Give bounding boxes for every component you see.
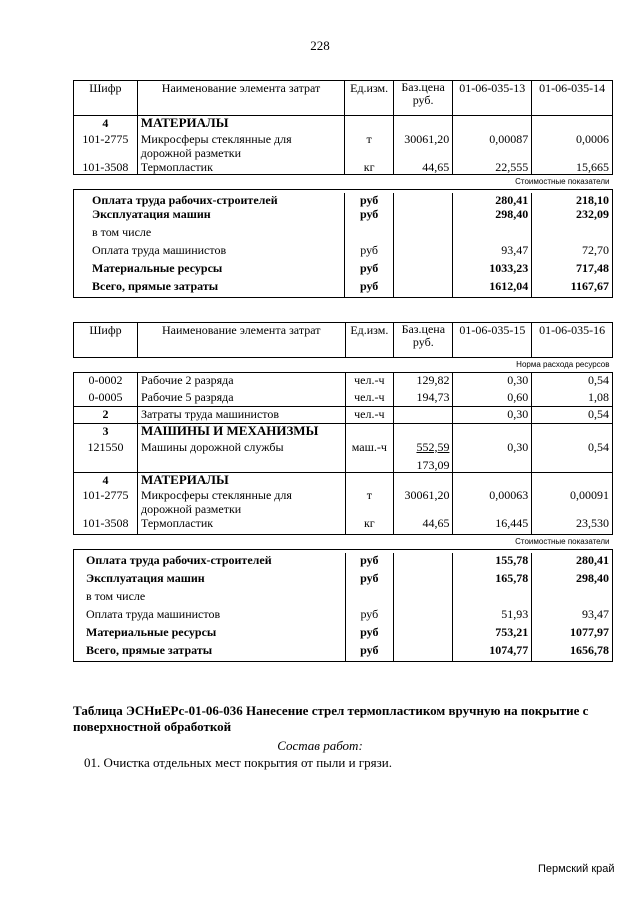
table-row [74,440,613,458]
table-row [74,472,613,488]
row-code: 101-2775 [74,488,138,502]
summary-value-1: 1033,23 [453,261,532,279]
summary-name: Оплата труда машинистов [74,607,346,625]
summary-row [74,193,613,207]
row-price: 44,65 [394,516,453,534]
row-value-1: 16,445 [453,516,532,534]
row-unit: чел.-ч [345,407,394,424]
row-code: 101-2775 [74,132,138,146]
summary-name: Материальные ресурсы [74,625,346,643]
summary-value-2: 1656,78 [532,643,613,661]
row-unit: кг [345,516,394,534]
summary-row [74,243,613,261]
header-col5: 01-06-035-13 [453,81,532,116]
row-code: 101-3508 [74,160,138,175]
row-code: 0-0005 [74,390,138,407]
row-name: Термопластик [137,160,345,175]
summary-value-2: 93,47 [532,607,613,625]
summary-value-2: 218,10 [532,193,613,207]
row-price: 44,65 [393,160,452,175]
summary-value-1: 1074,77 [453,643,532,661]
table-row [74,516,613,534]
row-name: МАТЕРИАЛЫ [137,116,345,132]
row-value-2: 0,54 [532,407,613,424]
header-base-price: Баз.цена руб. [394,323,453,358]
row-code: 0-0002 [74,373,138,390]
header-name: Наименование элемента затрат [137,323,345,358]
work-composition-title: Состав работ: [277,738,363,753]
row-price-secondary: 173,09 [394,458,453,473]
table-row [74,458,613,473]
row-name: МАТЕРИАЛЫ [137,472,345,488]
summary-value-2: 298,40 [532,571,613,589]
row-code: 4 [74,472,138,488]
row-name: Термопластик [137,516,345,534]
summary-value-2: 72,70 [532,243,613,261]
table-row [74,146,613,160]
row-value-1: 0,30 [453,440,532,458]
row-name: Микросферы стеклянные для [137,132,345,146]
row-unit: кг [345,160,394,175]
row-code: 2 [74,407,138,424]
table-row [74,502,613,516]
row-value-2: 15,665 [532,160,613,175]
header-unit: Ед.изм. [345,81,394,116]
summary-value-1: 753,21 [453,625,532,643]
row-name: дорожной разметки [137,146,345,160]
summary-name: Всего, прямые затраты [74,279,345,297]
summary-row [74,571,613,589]
summary-row [74,589,613,607]
summary-name: Оплата труда рабочих-строителей [74,193,345,207]
header-shifr: Шифр [74,323,138,358]
summary-unit: руб [345,607,394,625]
row-value-2: 1,08 [532,390,613,407]
table-header [74,323,613,358]
table-header [74,81,613,116]
summary-name: Эксплуатация машин [74,571,346,589]
row-name: Рабочие 2 разряда [137,373,345,390]
summary-name: в том числе [74,225,345,243]
summary-value-1: 280,41 [453,193,532,207]
row-value-1: 0,30 [453,373,532,390]
row-unit: т [345,488,394,502]
row-price: 552,59 [394,440,453,458]
page-number: 228 [310,38,330,53]
summary-value-2: 232,09 [532,207,613,225]
summary-unit: руб [345,643,394,661]
row-value-1: 0,30 [453,407,532,424]
header-col5: 01-06-035-15 [453,323,532,358]
summary-row [74,207,613,225]
header-col6: 01-06-035-14 [532,81,613,116]
cost-table-2 [73,322,613,662]
summary-row [74,225,613,243]
summary-value-1: 155,78 [453,553,532,571]
table-row [74,132,613,146]
row-code: 121550 [74,440,138,458]
table-subhead [74,174,613,189]
row-unit: маш.-ч [345,440,394,458]
table-row [74,116,613,132]
table-subhead [74,358,613,373]
summary-value-1: 298,40 [453,207,532,225]
summary-value-1: 165,78 [453,571,532,589]
summary-row [74,553,613,571]
row-value-2: 23,530 [532,516,613,534]
row-value-1: 0,00087 [453,132,532,146]
summary-value-2: 280,41 [532,553,613,571]
row-unit: т [345,132,394,146]
summary-unit: руб [345,279,394,297]
summary-name: Эксплуатация машин [74,207,345,225]
summary-value-2: 717,48 [532,261,613,279]
header-base-price: Баз.цена руб. [393,81,452,116]
row-value-1: 0,00063 [453,488,532,502]
table-row [74,488,613,502]
table-row [74,373,613,390]
cost-table-1 [73,80,613,298]
table-subhead [74,534,613,549]
summary-value-1: 93,47 [453,243,532,261]
row-price: 30061,20 [394,488,453,502]
row-name: Затраты труда машинистов [137,407,345,424]
header-col6: 01-06-035-16 [532,323,613,358]
row-value-1: 0,60 [453,390,532,407]
row-name: Рабочие 5 разряда [137,390,345,407]
summary-name: Всего, прямые затраты [74,643,346,661]
subhead-cost: Стоимостные показатели [74,174,613,189]
header-name: Наименование элемента затрат [137,81,345,116]
row-value-2: 0,00091 [532,488,613,502]
row-price: 129,82 [394,373,453,390]
summary-value-1: 1612,04 [453,279,532,297]
row-price: 30061,20 [393,132,452,146]
table-caption: Таблица ЭСНиЕРс-01-06-036 Нанесение стрел термопластиком вручную на покрытие с поверхностной обработкой [73,703,589,734]
summary-name: Оплата труда машинистов [74,243,345,261]
summary-unit: руб [345,243,394,261]
summary-unit: руб [345,571,394,589]
subhead-cost: Стоимостные показатели [74,534,613,549]
row-value-2: 0,0006 [532,132,613,146]
table-row [74,407,613,424]
header-shifr: Шифр [74,81,138,116]
summary-name: Оплата труда рабочих-строителей [74,553,346,571]
row-value-1: 22,555 [453,160,532,175]
table-row [74,160,613,175]
summary-unit: руб [345,625,394,643]
table-row [74,424,613,440]
summary-value-1: 51,93 [453,607,532,625]
summary-row [74,643,613,661]
summary-row [74,279,613,297]
row-unit: чел.-ч [345,390,394,407]
subhead-norm: Норма расхода ресурсов [74,358,613,373]
summary-unit: руб [345,553,394,571]
header-unit: Ед.изм. [345,323,394,358]
summary-value-2: 1077,97 [532,625,613,643]
row-unit: чел.-ч [345,373,394,390]
summary-unit: руб [345,207,394,225]
row-value-2: 0,54 [532,440,613,458]
row-code: 3 [74,424,138,440]
summary-value-2: 1167,67 [532,279,613,297]
summary-name: в том числе [74,589,346,607]
row-name: Машины дорожной службы [137,440,345,458]
summary-row [74,261,613,279]
row-name: Микросферы стеклянные для [137,488,345,502]
summary-unit: руб [345,193,394,207]
row-name: дорожной разметки [137,502,345,516]
row-code: 101-3508 [74,516,138,534]
summary-name: Материальные ресурсы [74,261,345,279]
summary-row [74,607,613,625]
work-item: 01. Очистка отдельных мест покрытия от пыли и грязи. [84,755,392,770]
table-row [74,390,613,407]
row-name: МАШИНЫ И МЕХАНИЗМЫ [137,424,345,440]
summary-unit: руб [345,261,394,279]
row-price: 194,73 [394,390,453,407]
region-footer: Пермский край [538,863,615,875]
row-value-2: 0,54 [532,373,613,390]
summary-row [74,625,613,643]
row-code: 4 [74,116,138,132]
